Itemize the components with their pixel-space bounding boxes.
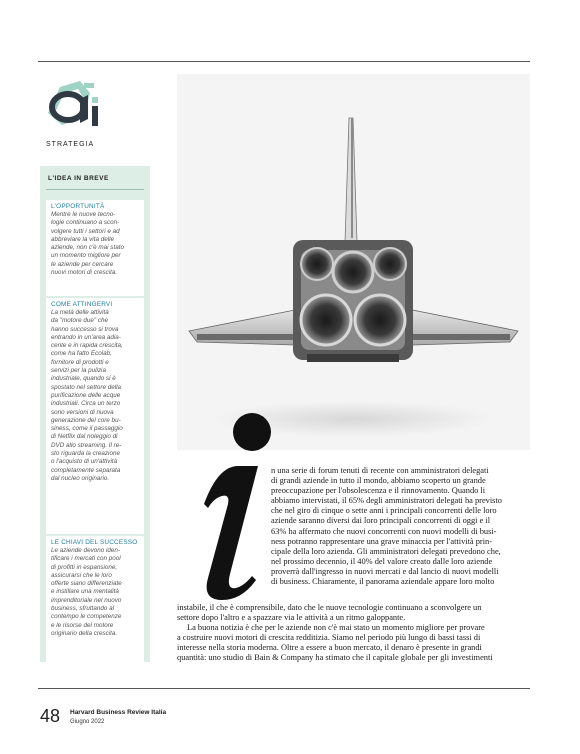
sidebar-panel-how	[46, 298, 144, 534]
publication-title: Harvard Business Review Italia	[70, 709, 167, 716]
body-line: a costruire nuovi motori di crescita redditizia. Siamo nel periodo più lungo di bassi tassi di	[177, 633, 481, 643]
body-line: di grandi aziende in tutto il mondo, abbiamo scoperto un grande	[271, 476, 486, 486]
body-line: proverrà dall'ingresso in nuovi mercati e dal lancio di nuovi modelli	[271, 566, 499, 576]
body-line: preoccupazione per l'obsolescenza e il rinnovamento. Quando li	[271, 486, 486, 496]
sidebar-panel-keys	[46, 536, 144, 662]
drop-cap	[174, 404, 274, 604]
body-line: che nel giro di cinque o sette anni i principali concorrenti delle loro	[271, 506, 497, 516]
strategy-section-logo	[40, 73, 106, 139]
page-number: 48	[40, 706, 61, 726]
body-line: ness potranno rappresentare una grave minaccia per l'attività prin-	[271, 536, 493, 546]
body-line: 63% ha affermato che nuovi concorrenti con nuovi modelli di busi-	[271, 526, 497, 536]
body-line: n una serie di forum tenuti di recente con amministratori delegati	[271, 466, 489, 475]
panel-heading: LE CHIAVI DEL SUCCESSO	[51, 539, 138, 546]
sidebar-panel-opportunity	[46, 200, 144, 296]
panel-heading: COME ATTINGERVI	[51, 301, 113, 308]
body-line: nel prossimo decennio, il 40% del valore creato dalle loro aziende	[271, 556, 493, 566]
body-line: instabile, il che è comprensibile, dato che le nuove tecnologie continuano a sconvolgere un	[177, 603, 482, 612]
body-line: quantità: uno studio di Bain & Company ha stimato che il capitale globale per gli investimenti	[177, 653, 493, 663]
body-line: cipale della loro azienda. Gli amministratori delegati prevedono che,	[271, 546, 501, 556]
panel-body: Mentre le nuove tecno- logie continuano a scon- volgere tutti i settori e ad abbreviare la vita delle aziende, non c'è mai stato un momento migliore per le aziende per cercare nuovi motori di crescita.	[51, 211, 124, 277]
sidebar-divider	[46, 189, 144, 190]
article-body-wide	[177, 603, 493, 664]
body-line: aziende saranno diversi dai loro principali concorrenti di oggi e il	[271, 516, 491, 526]
panel-body: Le aziende devono iden- tificare i mercati con pool di profitti in espansione, assicurarsi che le loro offerte siano differenziate e instillare una mentalità imprenditoriale nel nuovo business, sfruttando al contempo le competenze e le risorse del motore originario della crescita.	[51, 547, 122, 637]
panel-heading: L'OPPORTUNITÀ	[51, 203, 105, 210]
article-body-narrow	[271, 466, 502, 587]
sidebar-title: L'IDEA IN BREVE	[48, 175, 109, 182]
body-line: La buona notizia è che per le aziende non c'è mai stato un momento migliore per provare	[187, 623, 485, 633]
body-line: settore dopo l'altro e a spazzare via le attività a un ritmo galoppante.	[177, 613, 406, 623]
section-label: STRATEGIA	[46, 141, 95, 148]
top-rule	[38, 61, 530, 62]
issue-date: Giugno 2022	[70, 719, 105, 725]
body-line: di business. Chiaramente, il panorama aziendale appare loro molto	[271, 577, 495, 587]
body-line: abbiamo intervistati, il 65% degli amministratori delegati ha previsto	[271, 496, 502, 506]
panel-body: La metà delle attività da "motore due" che hanno successo si trova entrando in un'area adia- cente e in rapida crescita, come ha fatto Ecolab, fornitore di prodotti e servizi per la pulizia industriale, quando si è spostato nel settore della purificazione delle acque industriali. Circa un terzo sono versioni di nuova generazione del core bu- siness, come il passaggio di Netflix dal noleggio di DVD allo streaming. Il re- sto riguarda la creazione o l'acquisto di un'attività completamente separata dal nucleo originario.	[51, 309, 123, 482]
space-shuttle-image	[177, 74, 530, 450]
body-line: interesse nella storia moderna. Oltre a essere a buon mercato, il denaro è presente in grandi	[177, 643, 482, 653]
bottom-rule	[38, 688, 530, 689]
